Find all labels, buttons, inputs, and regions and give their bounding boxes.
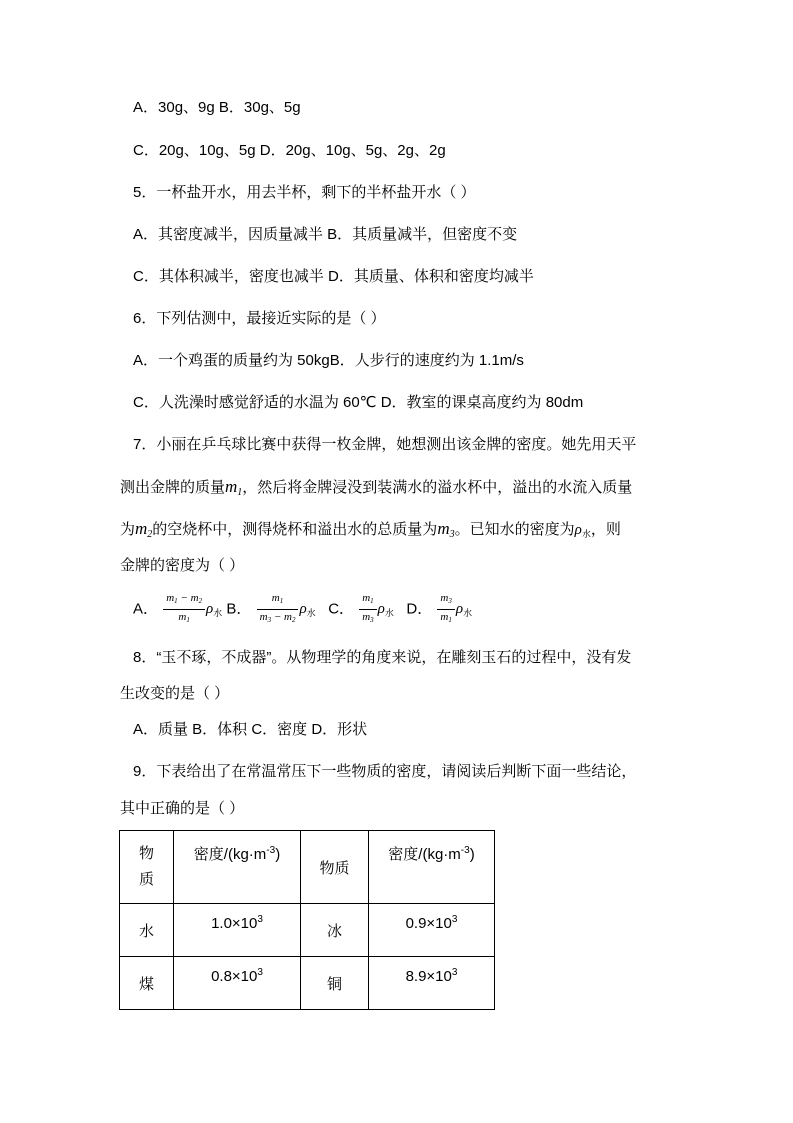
q7-stem-line4: 金牌的密度为（ ）	[120, 557, 245, 574]
q5-options-ab: A．其密度减半，因质量减半 B．其质量减半，但密度不变	[133, 226, 518, 243]
table-row	[120, 904, 495, 957]
q6-stem: 6．下列估测中，最接近实际的是（ ）	[133, 310, 386, 327]
var-m1: $m_1$	[225, 477, 243, 498]
q7-stem-line1: 7．小丽在乒乓球比赛中获得一枚金牌，她想测出该金牌的密度。她先用天平	[133, 436, 637, 453]
cell-substance: 煤	[120, 957, 174, 1010]
q6-options-ab: A．一个鸡蛋的质量约为 50kgB．人步行的速度约为 1.1m/s	[133, 352, 524, 369]
q9-stem-line2: 其中正确的是（ ）	[120, 800, 245, 817]
header-substance-1: 物 质	[120, 831, 174, 904]
cell-substance: 铜	[301, 957, 369, 1010]
q7-stem-line2: 测出金牌的质量$m_1$，然后将金牌浸没到装满水的溢水杯中，溢出的水流入质量	[120, 477, 633, 498]
cell-density: $0.8\times 10^3$	[174, 957, 301, 1010]
q6-options-cd: C．人洗澡时感觉舒适的水温为 60℃ D．教室的课桌高度约为 80dm	[133, 394, 584, 411]
q7-stem-line3: 为$m_2$的空烧杯中，测得烧杯和溢出水的总质量为$m_3$。已知水的密度为$\rho_水$，则	[120, 519, 621, 540]
q4-options-cd: C．20g、10g、5g D．20g、10g、5g、2g、2g	[133, 142, 446, 159]
q5-options-cd: C．其体积减半，密度也减半 D．其质量、体积和密度均减半	[133, 268, 534, 285]
cell-density: $8.9\times 10^3$	[369, 957, 495, 1010]
header-substance-2: 物质	[301, 831, 369, 904]
q4-options-ab: A．30g、9g B．30g、5g	[133, 99, 301, 116]
q7-options: A． $\frac{m_1 - m_2}{m_1}$ $\rho_水$ B． $\frac{m_1}{m_3 - m_2}$ $\rho_水$ C． $\frac{m_1}{m_3}$ $\rho_水$ D． $\frac{m_3}{m_1}$ $\rho_水$	[133, 592, 472, 626]
cell-substance: 水	[120, 904, 174, 957]
table-row	[120, 957, 495, 1010]
q8-stem-line2: 生改变的是（ ）	[120, 685, 230, 702]
var-m2: $m_2$	[135, 519, 153, 540]
cell-density: $0.9\times 10^3$	[369, 904, 495, 957]
table-header-row	[120, 831, 495, 904]
q8-options: A．质量 B．体积 C．密度 D．形状	[133, 721, 368, 738]
option-a-fraction: $\frac{m_1 - m_2}{m_1}$	[163, 592, 205, 627]
var-m3: $m_3$	[437, 519, 455, 540]
q8-stem-line1: 8．“玉不琢，不成器”。从物理学的角度来说，在雕刻玉石的过程中，没有发	[133, 649, 632, 666]
var-rho-water: $\rho_水$	[574, 522, 591, 539]
q9-stem-line1: 9．下表给出了在常温常压下一些物质的密度，请阅读后判断下面一些结论，	[133, 763, 637, 780]
header-density-1: 密度$/(kg\cdot m^{-3})$	[174, 831, 301, 904]
option-c-fraction: $\frac{m_1}{m_3}$	[359, 592, 376, 627]
q5-stem: 5．一杯盐开水，用去半杯，剩下的半杯盐开水（ ）	[133, 184, 476, 201]
option-d-fraction: $\frac{m_3}{m_1}$	[437, 592, 454, 627]
cell-density: $1.0\times 10^3$	[174, 904, 301, 957]
header-density-2: 密度$/(kg\cdot m^{-3})$	[369, 831, 495, 904]
cell-substance: 冰	[301, 904, 369, 957]
option-b-fraction: $\frac{m_1}{m_3 - m_2}$	[257, 592, 299, 627]
density-table	[119, 830, 495, 1010]
